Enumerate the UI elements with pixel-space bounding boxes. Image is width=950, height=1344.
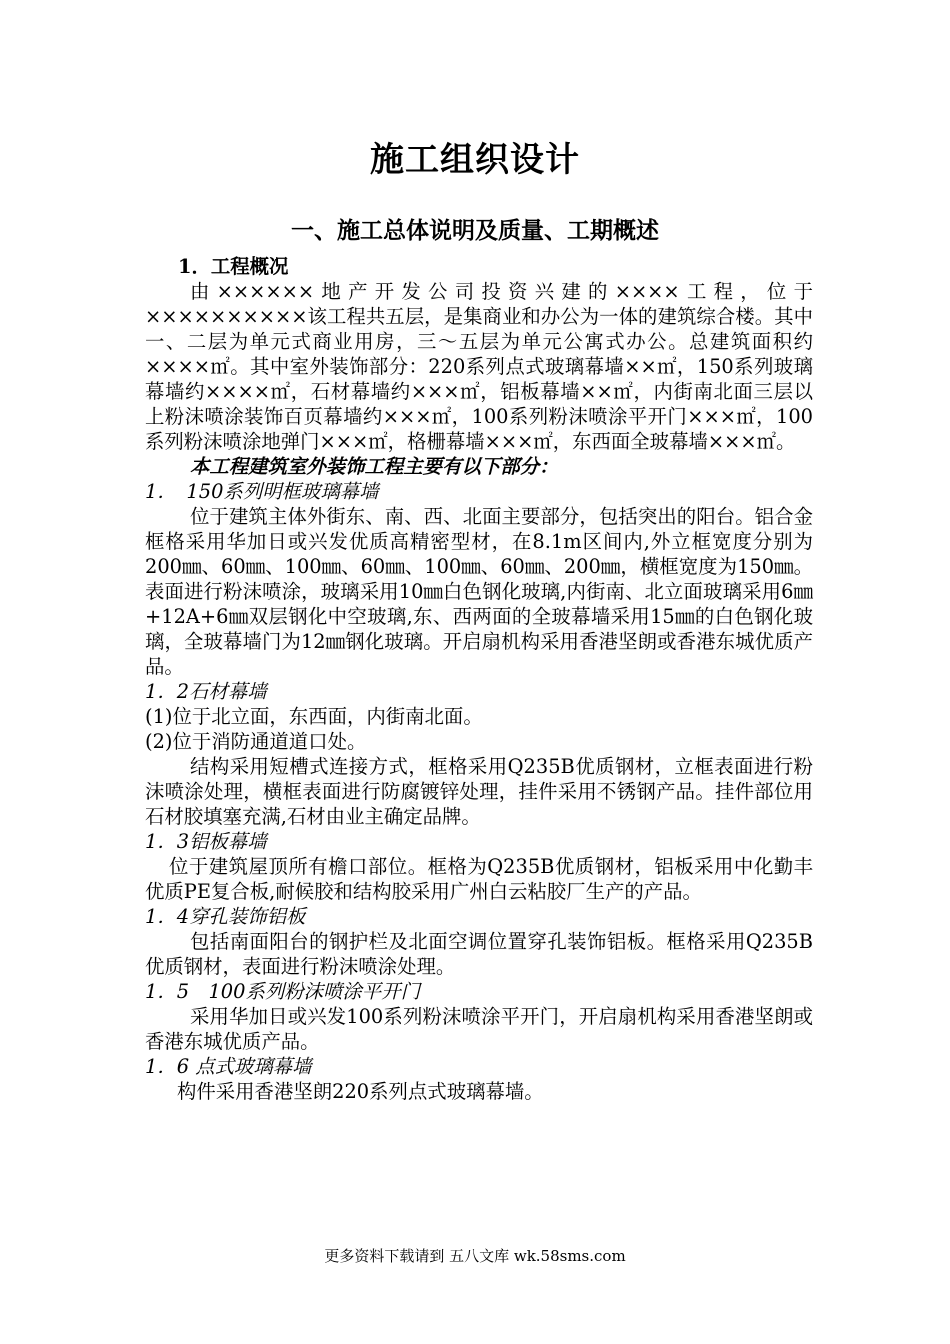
paragraph-1-2: 结构采用短槽式连接方式，框格采用Q235B优质钢材，立框表面进行粉沫喷涂处理，横框表面进行防腐镀锌处理，挂件采用不锈钢产品。挂件部位用石材胶填塞充满,石材由业主确定品牌。: [145, 755, 813, 828]
subheading-1-2: 1．2石材幕墙: [145, 680, 267, 703]
paragraph-1-1: 位于建筑主体外街东、南、西、北面主要部分，包括突出的阳台。铝合金框格采用华加日或兴发优质高精密型材，在8.1m区间内,外立框宽度分别为200㎜、60㎜、100㎜、60㎜、100㎜、60㎜、200㎜，横框宽度为150㎜。表面进行粉沫喷涂，玻璃采用10㎜白色钢化玻璃,内街南、北立面玻璃采用6㎜+12A+6㎜双层钢化中空玻璃,东、西两面的全玻幕墙采用15㎜的白色钢化玻璃，全玻幕墙门为12㎜钢化玻璃。开启扇机构采用香港坚朗或香港东城优质产品。: [145, 505, 813, 678]
paragraph-1-5: 采用华加日或兴发100系列粉沫喷涂平开门，开启扇机构采用香港坚朗或香港东城优质产品。: [145, 1005, 813, 1053]
heading-project-overview: 1．工程概况: [178, 255, 289, 278]
footer-download-note: 更多资料下载请到 五八文库 wk.58sms.com: [324, 1247, 626, 1265]
subheading-1-6: 1．6 点式玻璃幕墙: [145, 1055, 312, 1078]
paragraph-overview: 由××××××地产开发公司投资兴建的××××工程，位于××××××××××该工程共五层，是集商业和办公为一体的建筑综合楼。其中一、二层为单元式商业用房，三～五层为单元公寓式办公。总建筑面积约××××㎡。其中室外装饰部分：220系列点式玻璃幕墙××㎡，150系列玻璃幕墙约××××㎡，石材幕墙约×××㎡，铝板幕墙××㎡，内街南北面三层以上粉沫喷涂装饰百页幕墙约×××㎡，100系列粉沫喷涂平开门×××㎡，100系列粉沫喷涂地弹门×××㎡，格栅幕墙×××㎡，东西面全玻幕墙×××㎡。: [145, 280, 813, 453]
document-body: [145, 254, 813, 1104]
subheading-1-3: 1．3铝板幕墙: [145, 830, 267, 853]
document-title: 施工组织设计: [370, 140, 580, 180]
subheading-1-4: 1．4穿孔装饰铝板: [145, 905, 306, 928]
section-title: 一、施工总体说明及质量、工期概述: [291, 217, 659, 244]
paragraph-1-4: 包括南面阳台的钢护栏及北面空调位置穿孔装饰铝板。框格采用Q235B优质钢材，表面进行粉沫喷涂处理。: [145, 930, 813, 978]
paragraph-1-3: 位于建筑屋顶所有檐口部位。框格为Q235B优质钢材，铝板采用中化勤丰优质PE复合板,耐候胶和结构胶采用广州白云粘胶厂生产的产品。: [145, 855, 813, 903]
parts-intro: 本工程建筑室外装饰工程主要有以下部分：: [190, 455, 559, 478]
list-item-1-2-a: (1)位于北立面，东西面，内街南北面。: [145, 705, 483, 728]
subheading-1-5: 1．5 100系列粉沫喷涂平开门: [145, 980, 420, 1003]
list-item-1-2-b: (2)位于消防通道道口处。: [145, 730, 367, 753]
subheading-1-1: 1． 150系列明框玻璃幕墙: [145, 480, 379, 503]
paragraph-1-6: 构件采用香港坚朗220系列点式玻璃幕墙。: [177, 1080, 544, 1103]
